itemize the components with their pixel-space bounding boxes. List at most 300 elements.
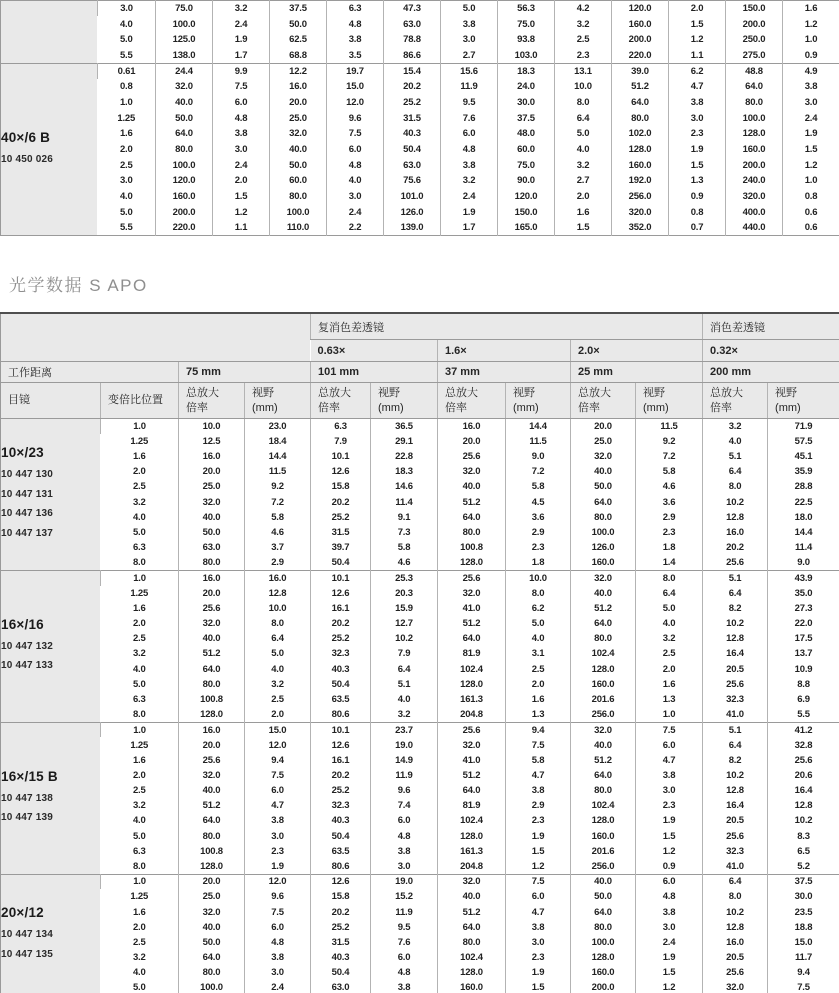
value-cell: 14.6	[371, 479, 438, 494]
value-cell: 4.0	[132, 511, 146, 523]
column-header-row	[1, 383, 839, 419]
value-cell: 3.2	[245, 677, 311, 692]
value-cell: 8.2	[703, 753, 768, 768]
value-cell: 4.0	[327, 173, 384, 189]
value-cell: 161.3	[438, 844, 506, 859]
value-cell: 7.9	[311, 434, 371, 449]
value-cell: 1.9	[636, 950, 703, 965]
table-row	[1, 950, 839, 965]
value-cell: 20.2	[703, 540, 768, 555]
value-cell: 25.2	[311, 920, 371, 935]
value-cell: 9.0	[768, 555, 839, 570]
value-cell: 18.8	[768, 920, 839, 935]
value-cell: 100.8	[179, 844, 245, 859]
value-cell: 1.2	[636, 844, 703, 859]
value-cell: 81.9	[438, 798, 506, 813]
value-cell: 16.4	[703, 646, 768, 661]
value-cell: 0.8	[119, 81, 133, 93]
value-cell: 78.8	[384, 32, 441, 48]
data-block	[1, 570, 839, 722]
value-cell: 12.8	[703, 920, 768, 935]
value-cell: 3.6	[636, 494, 703, 509]
value-cell: 3.8	[506, 920, 571, 935]
table-row	[1, 737, 839, 752]
table-row	[1, 980, 839, 993]
value-cell: 256.0	[571, 707, 636, 722]
value-cell: 6.4	[703, 737, 768, 752]
value-cell: 20.5	[703, 662, 768, 677]
value-cell: 64.0	[438, 631, 506, 646]
value-cell: 80.0	[438, 935, 506, 950]
value-cell: 41.0	[703, 859, 768, 874]
value-cell: 250.0	[726, 32, 783, 48]
value-cell: 32.0	[179, 768, 245, 783]
table-row	[1, 32, 839, 48]
value-cell: 11.9	[371, 905, 438, 920]
table-row	[1, 1, 839, 17]
value-cell: 6.0	[327, 142, 384, 158]
value-cell: 50.0	[270, 16, 327, 32]
value-cell: 2.9	[506, 525, 571, 540]
value-cell: 14.4	[768, 525, 839, 540]
value-cell: 64.0	[438, 783, 506, 798]
value-cell: 17.5	[768, 631, 839, 646]
value-cell: 1.6	[132, 906, 146, 918]
value-cell: 20.2	[311, 616, 371, 631]
value-cell: 64.0	[179, 813, 245, 828]
value-cell: 41.2	[768, 722, 839, 737]
value-cell: 6.4	[555, 110, 612, 126]
data-block	[1, 63, 839, 236]
table-row	[1, 935, 839, 950]
value-cell: 1.9	[245, 859, 311, 874]
value-cell: 2.5	[119, 159, 133, 171]
value-cell: 3.0	[506, 935, 571, 950]
value-cell: 1.2	[636, 980, 703, 993]
working-distance-101mm: 101 mm	[311, 362, 438, 383]
value-cell: 4.0	[636, 616, 703, 631]
value-cell: 11.5	[506, 434, 571, 449]
value-cell: 64.0	[571, 494, 636, 509]
value-cell: 32.0	[571, 722, 636, 737]
value-cell: 6.2	[669, 63, 726, 79]
value-cell: 5.8	[636, 464, 703, 479]
table-row	[1, 722, 839, 737]
fov-column-header: 视野 (mm)	[506, 383, 571, 419]
magnification-table-top	[0, 0, 839, 236]
value-cell: 1.9	[783, 126, 839, 142]
table-row	[1, 646, 839, 661]
value-cell: 25.0	[270, 110, 327, 126]
value-cell: 20.0	[179, 737, 245, 752]
value-cell: 2.9	[636, 510, 703, 525]
value-cell: 4.0	[132, 967, 146, 979]
value-cell: 1.0	[101, 722, 179, 737]
value-cell: 12.0	[327, 95, 384, 111]
value-cell: 200.0	[156, 204, 213, 220]
table-row	[1, 616, 839, 631]
table-row	[1, 79, 839, 95]
value-cell: 3.0	[245, 829, 311, 844]
value-cell: 18.0	[768, 510, 839, 525]
value-cell: 40.0	[179, 510, 245, 525]
value-cell: 11.7	[768, 950, 839, 965]
value-cell: 10.2	[371, 631, 438, 646]
value-cell: 40.0	[438, 889, 506, 904]
value-cell: 100.0	[571, 935, 636, 950]
value-cell: 19.7	[327, 63, 384, 79]
value-cell: 7.6	[371, 935, 438, 950]
value-cell: 23.7	[371, 722, 438, 737]
value-cell: 31.5	[311, 525, 371, 540]
value-cell: 1.5	[555, 220, 612, 236]
value-cell: 3.2	[555, 157, 612, 173]
order-number: 10 447 139	[1, 812, 54, 824]
value-cell: 2.0	[132, 769, 146, 781]
value-cell: 28.8	[768, 479, 839, 494]
value-cell: 3.0	[245, 965, 311, 980]
value-cell: 1.9	[213, 32, 270, 48]
value-cell: 15.0	[768, 935, 839, 950]
value-cell: 14.4	[245, 449, 311, 464]
table-row	[1, 479, 839, 494]
value-cell: 4.7	[245, 798, 311, 813]
value-cell: 40.0	[179, 783, 245, 798]
value-cell: 1.0	[783, 173, 839, 189]
eyepiece-name: 40×/6 B	[1, 129, 51, 145]
value-cell: 6.3	[132, 845, 146, 857]
value-cell: 200.0	[571, 980, 636, 993]
value-cell: 22.0	[768, 616, 839, 631]
value-cell: 3.8	[213, 126, 270, 142]
value-cell: 16.4	[768, 783, 839, 798]
value-cell: 1.5	[213, 189, 270, 205]
value-cell: 7.5	[768, 980, 839, 993]
value-cell: 4.8	[371, 829, 438, 844]
table-row	[1, 859, 839, 874]
value-cell: 32.0	[179, 494, 245, 509]
value-cell: 1.1	[213, 220, 270, 236]
value-cell: 192.0	[612, 173, 669, 189]
table-row	[1, 189, 839, 205]
value-cell: 80.0	[571, 510, 636, 525]
value-cell: 3.8	[506, 783, 571, 798]
value-cell: 1.25	[130, 739, 149, 751]
value-cell: 25.2	[311, 631, 371, 646]
value-cell: 3.2	[132, 800, 146, 812]
value-cell: 64.0	[726, 79, 783, 95]
table-row	[1, 449, 839, 464]
value-cell: 4.0	[703, 434, 768, 449]
table-row	[1, 142, 839, 158]
table-row	[1, 419, 839, 434]
value-cell: 1.6	[783, 1, 839, 17]
value-cell: 1.5	[783, 142, 839, 158]
value-cell: 15.8	[311, 479, 371, 494]
value-cell: 440.0	[726, 220, 783, 236]
value-cell: 25.6	[703, 677, 768, 692]
value-cell: 3.8	[636, 905, 703, 920]
table-row	[1, 798, 839, 813]
value-cell: 41.0	[703, 707, 768, 722]
value-cell: 3.0	[669, 110, 726, 126]
value-cell: 1.5	[506, 980, 571, 993]
value-cell: 160.0	[571, 829, 636, 844]
value-cell: 6.0	[245, 783, 311, 798]
value-cell: 25.3	[371, 570, 438, 585]
table-row	[1, 220, 839, 236]
table-row	[1, 586, 839, 601]
value-cell: 7.5	[636, 722, 703, 737]
value-cell: 0.7	[669, 220, 726, 236]
order-number: 10 447 134	[1, 929, 54, 941]
value-cell: 4.6	[636, 479, 703, 494]
value-cell: 20.5	[703, 813, 768, 828]
table-row	[1, 768, 839, 783]
value-cell: 200.0	[726, 16, 783, 32]
value-cell: 128.0	[179, 859, 245, 874]
value-cell: 10.2	[768, 813, 839, 828]
value-cell: 27.3	[768, 601, 839, 616]
zoom-position-column-header: 变倍比位置	[101, 383, 179, 419]
value-cell: 320.0	[726, 189, 783, 205]
value-cell: 6.0	[441, 126, 498, 142]
value-cell: 8.0	[132, 708, 146, 720]
value-cell: 37.5	[498, 110, 555, 126]
value-cell: 10.2	[703, 494, 768, 509]
value-cell: 2.0	[132, 466, 146, 478]
order-number: 10 447 136	[1, 508, 54, 520]
value-cell: 80.0	[438, 525, 506, 540]
value-cell: 23.0	[245, 419, 311, 434]
value-cell: 16.1	[311, 601, 371, 616]
value-cell: 71.9	[768, 419, 839, 434]
value-cell: 2.5	[555, 32, 612, 48]
value-cell: 1.2	[213, 204, 270, 220]
table-row	[1, 63, 839, 79]
value-cell: 8.8	[768, 677, 839, 692]
value-cell: 128.0	[438, 965, 506, 980]
value-cell: 25.2	[384, 95, 441, 111]
value-cell: 2.3	[506, 950, 571, 965]
value-cell: 10.9	[768, 662, 839, 677]
value-cell: 2.3	[506, 813, 571, 828]
value-cell: 100.0	[156, 157, 213, 173]
value-cell: 400.0	[726, 204, 783, 220]
eyepiece-name: 16×/16	[1, 616, 44, 632]
value-cell: 1.25	[130, 891, 149, 903]
value-cell: 29.1	[371, 434, 438, 449]
value-cell: 14.9	[371, 753, 438, 768]
value-cell: 68.8	[270, 48, 327, 64]
value-cell: 7.5	[327, 126, 384, 142]
value-cell: 36.5	[371, 419, 438, 434]
value-cell: 50.4	[311, 829, 371, 844]
value-cell: 1.2	[506, 859, 571, 874]
value-cell: 64.0	[612, 95, 669, 111]
order-number: 10 450 026	[1, 153, 54, 165]
value-cell: 2.4	[783, 110, 839, 126]
value-cell: 9.4	[245, 753, 311, 768]
value-cell: 12.6	[311, 874, 371, 889]
eyepiece-name: 16×/15 B	[1, 768, 58, 784]
value-cell: 20.2	[384, 79, 441, 95]
value-cell: 1.0	[101, 874, 179, 889]
value-cell: 100.8	[438, 540, 506, 555]
value-cell: 10.1	[311, 722, 371, 737]
value-cell: 10.1	[311, 449, 371, 464]
value-cell: 50.4	[311, 555, 371, 570]
value-cell: 4.7	[636, 753, 703, 768]
value-cell: 5.0	[555, 126, 612, 142]
value-cell: 102.4	[438, 662, 506, 677]
value-cell: 5.8	[506, 479, 571, 494]
value-cell: 1.0	[636, 707, 703, 722]
value-cell: 50.0	[156, 110, 213, 126]
table-row	[1, 692, 839, 707]
table-row	[1, 510, 839, 525]
value-cell: 20.0	[179, 586, 245, 601]
value-cell: 80.0	[179, 555, 245, 570]
value-cell: 3.2	[371, 707, 438, 722]
value-cell: 7.2	[245, 494, 311, 509]
value-cell: 63.5	[311, 692, 371, 707]
value-cell: 48.8	[726, 63, 783, 79]
value-cell: 1.9	[506, 965, 571, 980]
value-cell: 128.0	[438, 829, 506, 844]
value-cell: 0.8	[669, 204, 726, 220]
value-cell: 160.0	[571, 555, 636, 570]
value-cell: 1.2	[783, 157, 839, 173]
value-cell: 41.0	[438, 601, 506, 616]
value-cell: 12.8	[703, 510, 768, 525]
value-cell: 3.8	[636, 768, 703, 783]
value-cell: 2.4	[245, 980, 311, 993]
value-cell: 6.9	[768, 692, 839, 707]
value-cell: 5.5	[119, 49, 133, 61]
value-cell: 40.3	[311, 950, 371, 965]
lens-mag-2.0x: 2.0×	[571, 340, 703, 362]
order-number: 10 447 135	[1, 948, 54, 960]
value-cell: 20.3	[371, 586, 438, 601]
value-cell: 4.0	[245, 662, 311, 677]
value-cell: 16.0	[703, 935, 768, 950]
value-cell: 160.0	[571, 677, 636, 692]
value-cell: 9.2	[636, 434, 703, 449]
value-cell: 126.0	[571, 540, 636, 555]
order-number: 10 447 138	[1, 792, 54, 804]
table-row	[1, 48, 839, 64]
value-cell: 40.0	[571, 464, 636, 479]
value-cell: 3.0	[441, 32, 498, 48]
value-cell: 2.4	[327, 204, 384, 220]
value-cell: 160.0	[156, 189, 213, 205]
value-cell: 160.0	[726, 142, 783, 158]
table-row	[1, 677, 839, 692]
value-cell: 11.9	[371, 768, 438, 783]
value-cell: 8.2	[703, 601, 768, 616]
value-cell: 35.9	[768, 464, 839, 479]
value-cell: 100.0	[270, 204, 327, 220]
value-cell: 80.6	[311, 707, 371, 722]
value-cell: 16.0	[438, 419, 506, 434]
value-cell: 128.0	[726, 126, 783, 142]
value-cell: 64.0	[571, 905, 636, 920]
eyepiece-label-cell	[1, 570, 101, 722]
value-cell: 75.0	[498, 157, 555, 173]
magnification-column-header: 总放大 倍率	[311, 383, 371, 419]
table-row	[1, 662, 839, 677]
eyepiece-label-cell	[1, 722, 101, 874]
data-block	[1, 874, 839, 993]
value-cell: 15.8	[311, 889, 371, 904]
value-cell: 43.9	[768, 570, 839, 585]
value-cell: 11.4	[768, 540, 839, 555]
value-cell: 80.0	[571, 920, 636, 935]
value-cell: 2.3	[636, 798, 703, 813]
table-row	[1, 920, 839, 935]
value-cell: 7.2	[506, 464, 571, 479]
value-cell: 9.6	[327, 110, 384, 126]
value-cell: 2.5	[506, 662, 571, 677]
value-cell: 0.9	[783, 48, 839, 64]
value-cell: 1.3	[636, 692, 703, 707]
value-cell: 1.8	[506, 555, 571, 570]
eyepiece-column-header: 目镜	[1, 383, 101, 419]
value-cell: 4.0	[132, 663, 146, 675]
value-cell: 25.6	[703, 555, 768, 570]
header-blank-cell	[1, 313, 311, 362]
value-cell: 1.6	[506, 692, 571, 707]
lens-mag-0.32x: 0.32×	[703, 340, 839, 362]
value-cell: 16.4	[703, 798, 768, 813]
value-cell: 5.5	[119, 222, 133, 234]
table-row	[1, 126, 839, 142]
value-cell: 20.0	[571, 419, 636, 434]
value-cell: 4.8	[636, 889, 703, 904]
value-cell: 80.6	[311, 859, 371, 874]
value-cell: 126.0	[384, 204, 441, 220]
value-cell: 102.4	[438, 950, 506, 965]
value-cell: 100.0	[726, 110, 783, 126]
value-cell: 3.2	[441, 173, 498, 189]
value-cell: 2.3	[636, 525, 703, 540]
value-cell: 16.0	[179, 722, 245, 737]
table-row	[1, 464, 839, 479]
value-cell: 15.9	[371, 601, 438, 616]
value-cell: 9.1	[371, 510, 438, 525]
value-cell: 25.2	[311, 510, 371, 525]
value-cell: 4.7	[669, 79, 726, 95]
value-cell: 9.4	[506, 722, 571, 737]
value-cell: 25.6	[438, 570, 506, 585]
value-cell: 160.0	[571, 965, 636, 980]
value-cell: 60.0	[270, 173, 327, 189]
value-cell: 139.0	[384, 220, 441, 236]
value-cell: 47.3	[384, 1, 441, 17]
value-cell: 80.0	[270, 189, 327, 205]
value-cell: 50.0	[571, 889, 636, 904]
value-cell: 128.0	[571, 813, 636, 828]
value-cell: 18.4	[245, 434, 311, 449]
value-cell: 256.0	[571, 859, 636, 874]
value-cell: 3.8	[371, 844, 438, 859]
value-cell: 1.2	[783, 16, 839, 32]
value-cell: 7.3	[371, 525, 438, 540]
value-cell: 3.2	[636, 631, 703, 646]
value-cell: 7.5	[506, 737, 571, 752]
lens-group-row	[1, 313, 839, 340]
